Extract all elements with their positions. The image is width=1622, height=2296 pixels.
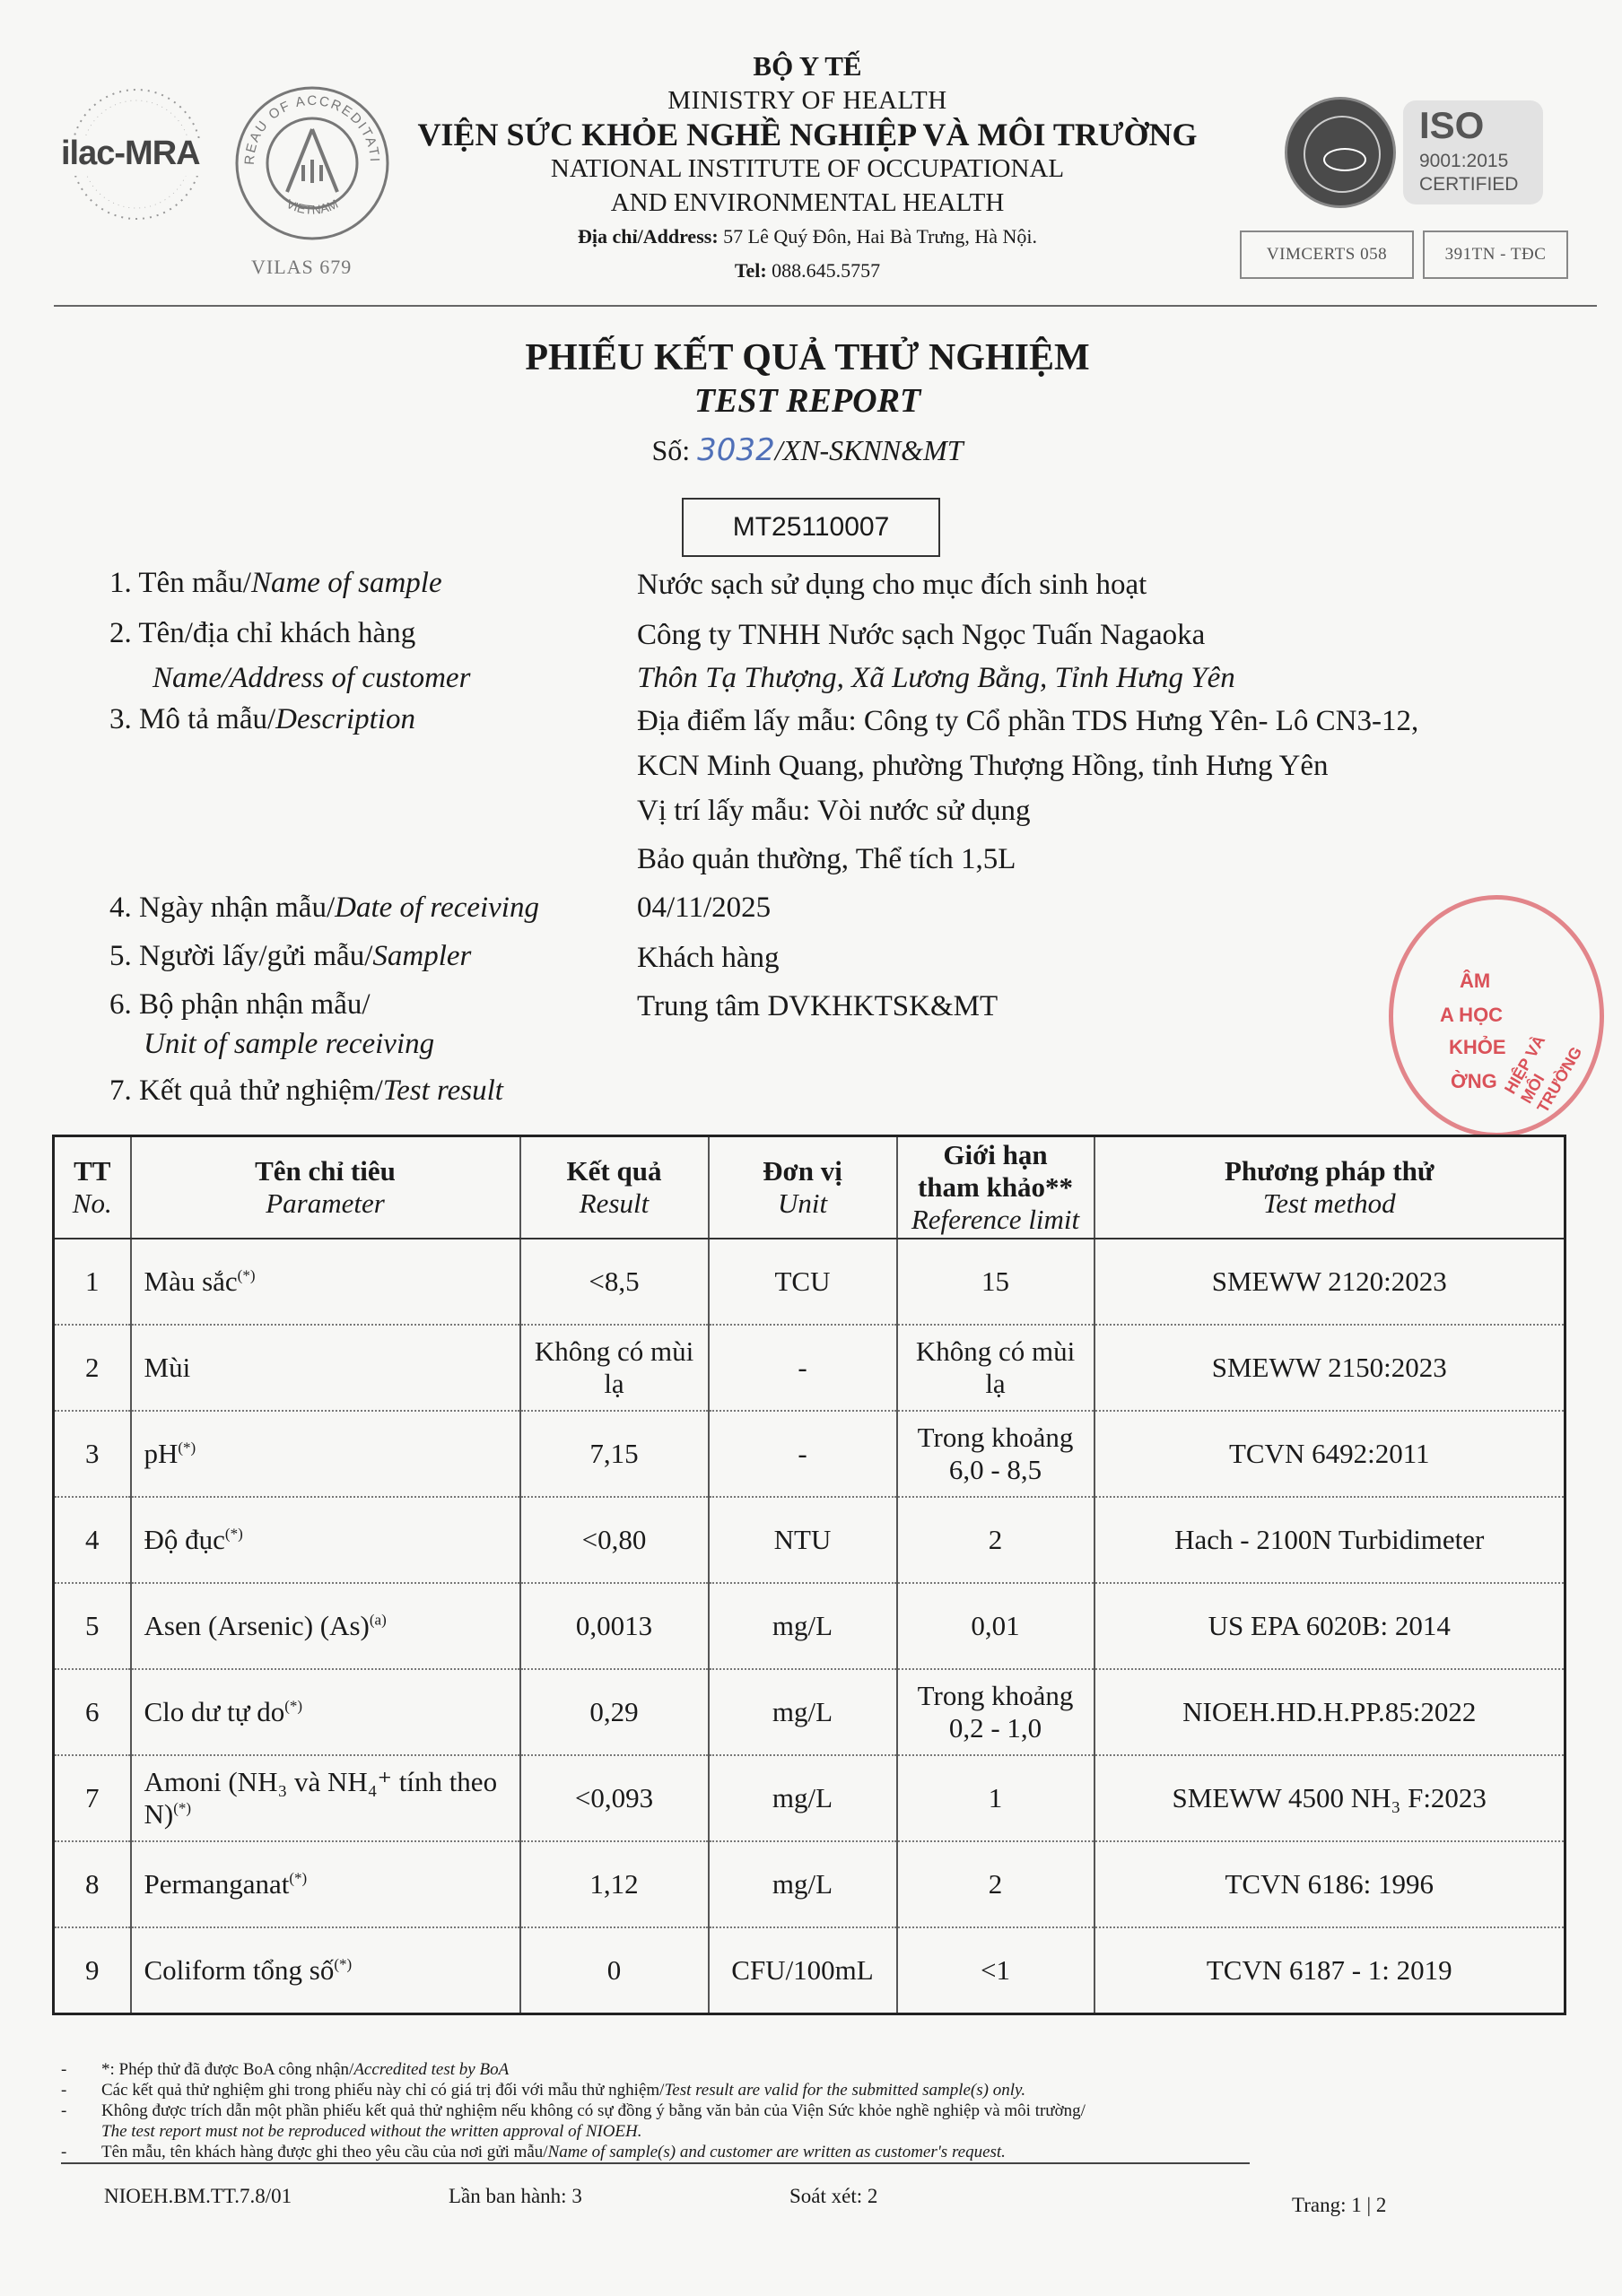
form-code: NIOEH.BM.TT.7.8/01 [104, 2185, 292, 2207]
info-3-value-2: KCN Minh Quang, phường Thượng Hồng, tỉnh Hưng Yên [637, 750, 1329, 782]
accreditation-marker: (a) [369, 1611, 387, 1629]
address-line: Địa chỉ/Address: 57 Lê Quý Đôn, Hai Bà Trưng, Hà Nội. [577, 225, 1038, 248]
accreditation-marker: (*) [284, 1697, 303, 1715]
table-row [54, 1927, 1565, 2013]
cell-result: 0,0013 [520, 1583, 709, 1669]
cell-no: 1 [54, 1239, 131, 1325]
cell-parameter: Màu sắc(*) [131, 1239, 520, 1325]
cell-unit: mg/L [709, 1841, 897, 1927]
tel-line: Tel: 088.645.5757 [734, 259, 881, 282]
cell-result: Không có mùi lạ [520, 1325, 709, 1411]
accreditation-marker: (*) [237, 1266, 256, 1284]
header-divider [54, 305, 1597, 307]
cell-test-method: TCVN 6186: 1996 [1094, 1841, 1565, 1927]
boa-country-text: VIETNAM [283, 196, 341, 217]
cell-parameter: Asen (Arsenic) $(As)^{(a)}$ [131, 1583, 520, 1669]
cell-test-method: NIOEH.HD.H.PP.85:2022 [1094, 1669, 1565, 1755]
table-row [54, 1325, 1565, 1411]
cell-reference-limit: 0,01 [897, 1583, 1094, 1669]
cell-reference-limit: 1 [897, 1755, 1094, 1841]
footnote-2: - Các kết quả thử nghiệm ghi trong phiếu này chỉ có giá trị đối với mẫu thử nghiệm/Test result are valid for the submitted sample(s) only. [61, 2081, 1026, 2100]
info-4-label: 4. Ngày nhận mẫu/Date of receiving [109, 891, 539, 924]
table-row [54, 1239, 1565, 1325]
cell-unit: mg/L [709, 1583, 897, 1669]
iso-logo [1285, 97, 1549, 213]
info-3-value-3: Vị trí lấy mẫu: Vòi nước sử dụng [637, 795, 1031, 827]
iso-certified: CERTIFIED [1419, 174, 1519, 195]
institute-red-stamp: ÂM A HỌC KHỎE ỜNG HIỆP VÀ MÔI TRƯỜNG [1389, 895, 1604, 1137]
cell-test-method: TCVN 6187 - 1: 2019 [1094, 1927, 1565, 2013]
ilac-mra-logo [56, 83, 217, 239]
iso-title: ISO [1419, 104, 1485, 146]
issue-number: Lần ban hành: 3 [449, 2185, 582, 2207]
header-no: TT No. [54, 1136, 131, 1239]
footnote-4: - Tên mẫu, tên khách hàng được ghi theo yêu cầu của nơi gửi mẫu/Name of sample(s) and customer are written as customer's request. [61, 2142, 1250, 2164]
boa-ring-text: REAU OF ACCREDITATI [241, 92, 383, 166]
institute-vi: VIỆN SỨC KHỎE NGHỀ NGHIỆP VÀ MÔI TRƯỜNG [417, 117, 1198, 152]
info-6-label-en: Unit of sample receiving [144, 1028, 435, 1060]
ministry-en: MINISTRY OF HEALTH [667, 86, 947, 115]
accreditation-marker: (*) [334, 1955, 353, 1973]
vimcerts-badge: VIMCERTS 058 [1240, 230, 1414, 279]
header-test-method: Phương pháp thử Test method [1094, 1136, 1565, 1239]
info-1-value: Nước sạch sử dụng cho mục đích sinh hoạt [637, 569, 1147, 601]
cell-no: 9 [54, 1927, 131, 2013]
table-row [54, 1669, 1565, 1755]
info-6-label: 6. Bộ phận nhận mẫu/ [109, 988, 371, 1021]
cell-result: 1,12 [520, 1841, 709, 1927]
vilas-label: VILAS 679 [251, 256, 353, 278]
cell-result: 7,15 [520, 1411, 709, 1497]
cell-parameter: Amoni (NH₃ và NH₄⁺ tính theo N)(*) [131, 1755, 520, 1841]
cell-test-method: TCVN 6492:2011 [1094, 1411, 1565, 1497]
institute-en-2: AND ENVIRONMENTAL HEALTH [610, 188, 1005, 217]
accreditation-marker: (*) [178, 1439, 196, 1457]
table-row [54, 1411, 1565, 1497]
cell-test-method: SMEWW 2150:2023 [1094, 1325, 1565, 1411]
info-2-value-1: Công ty TNHH Nước sạch Ngọc Tuấn Nagaoka [637, 619, 1206, 651]
cell-no: 2 [54, 1325, 131, 1411]
info-1-label: 1. Tên mẫu/Name of sample [109, 567, 442, 599]
handwritten-number: 3032 [697, 432, 775, 468]
cell-no: 5 [54, 1583, 131, 1669]
cell-result: <0,093 [520, 1755, 709, 1841]
info-6-value: Trung tâm DVKHKTSK&MT [637, 990, 998, 1022]
header-result: Kết quả Result [520, 1136, 709, 1239]
svg-text:VIETNAM [284, 196, 340, 217]
cell-test-method: SMEWW 2120:2023 [1094, 1239, 1565, 1325]
cell-reference-limit: <1 [897, 1927, 1094, 2013]
cell-unit: mg/L [709, 1669, 897, 1755]
accreditation-marker: (*) [289, 1869, 308, 1887]
cell-unit: - [709, 1411, 897, 1497]
table-row [54, 1583, 1565, 1669]
cell-unit: - [709, 1325, 897, 1411]
cell-parameter: Permanganat(*) [131, 1841, 520, 1927]
cell-result: <8,5 [520, 1239, 709, 1325]
cell-result: <0,80 [520, 1497, 709, 1583]
table-header-row [54, 1136, 1565, 1239]
accreditation-marker: (*) [173, 1799, 192, 1817]
cell-reference-limit: Trong khoảng 6,0 - 8,5 [897, 1411, 1094, 1497]
review-number: Soát xét: 2 [789, 2185, 878, 2207]
cell-parameter: pH(*) [131, 1411, 520, 1497]
header-parameter: Tên chỉ tiêu Parameter [131, 1136, 520, 1239]
info-3-label: 3. Mô tả mẫu/Description [109, 703, 415, 735]
table-row [54, 1497, 1565, 1583]
cell-reference-limit: 2 [897, 1841, 1094, 1927]
cell-parameter: Clo dư tự do(*) [131, 1669, 520, 1755]
report-title-en: TEST REPORT [693, 382, 921, 420]
tn-tdc-badge: 391TN - TĐC [1423, 230, 1568, 279]
cell-unit: CFU/100mL [709, 1927, 897, 2013]
cell-test-method: US EPA 6020B: 2014 [1094, 1583, 1565, 1669]
iso-standard: 9001:2015 [1419, 151, 1509, 171]
cell-parameter: Mùi [131, 1325, 520, 1411]
ilac-text: ilac-MRA [61, 135, 200, 172]
report-title-vi: PHIẾU KẾT QUẢ THỬ NGHIỆM [525, 337, 1090, 378]
page-number: Trang: 1 | 2 [1292, 2194, 1387, 2216]
cell-result: 0 [520, 1927, 709, 2013]
sample-code-box: MT25110007 [682, 498, 940, 557]
info-5-label: 5. Người lấy/gửi mẫu/Sampler [109, 940, 472, 972]
cell-unit: mg/L [709, 1755, 897, 1841]
results-table [52, 1135, 1566, 2015]
header-unit: Đơn vị Unit [709, 1136, 897, 1239]
cell-no: 7 [54, 1755, 131, 1841]
footnote-1: - *: Phép thử đã được BoA công nhận/Accredited test by BoA [61, 2060, 510, 2079]
cell-result: 0,29 [520, 1669, 709, 1755]
header-reference-limit: Giới hạn tham khảo** Reference limit [897, 1136, 1094, 1239]
accreditation-marker: (*) [224, 1525, 243, 1543]
cell-no: 3 [54, 1411, 131, 1497]
ministry-vi: BỘ Y TẾ [753, 50, 862, 82]
cell-reference-limit: Không có mùi lạ [897, 1325, 1094, 1411]
info-7-label: 7. Kết quả thử nghiệm/Test result [109, 1074, 503, 1107]
info-5-value: Khách hàng [637, 942, 780, 974]
institute-en-1: NATIONAL INSTITUTE OF OCCUPATIONAL [550, 154, 1065, 183]
info-3-value-4: Bảo quản thường, Thể tích 1,5L [637, 843, 1016, 875]
info-2-value-2: Thôn Tạ Thượng, Xã Lương Bằng, Tỉnh Hưng Yên [637, 662, 1235, 694]
cell-unit: NTU [709, 1497, 897, 1583]
cell-no: 6 [54, 1669, 131, 1755]
report-number: Số: 3032/XN-SKNN&MT [651, 432, 964, 468]
footnotes [61, 2059, 1586, 2164]
cell-parameter: Coliform tổng số(*) [131, 1927, 520, 2013]
cell-parameter: Độ đục(*) [131, 1497, 520, 1583]
cell-test-method: Hach - 2100N Turbidimeter [1094, 1497, 1565, 1583]
info-2-label: 2. Tên/địa chỉ khách hàng [109, 617, 416, 649]
cell-unit: TCU [709, 1239, 897, 1325]
cell-test-method: SMEWW 4500 NH₃ F:2023 [1094, 1755, 1565, 1841]
cell-reference-limit: 15 [897, 1239, 1094, 1325]
cell-no: 8 [54, 1841, 131, 1927]
cell-no: 4 [54, 1497, 131, 1583]
cell-reference-limit: Trong khoảng 0,2 - 1,0 [897, 1669, 1094, 1755]
info-4-value: 04/11/2025 [637, 891, 772, 924]
info-3-value-1: Địa điểm lấy mẫu: Công ty Cổ phần TDS Hưng Yên- Lô CN3-12, [637, 705, 1419, 737]
info-2-label-en: Name/Address of customer [153, 662, 471, 694]
footnote-3: - Không được trích dẫn một phần phiếu kết quả thử nghiệm nếu không có sự đồng ý bằng văn bản của Viện Sức khỏe nghề nghiệp và môi trường/ The test report must not be reproduced without the written approval of NIOEH. [61, 2101, 1086, 2141]
table-row [54, 1755, 1565, 1841]
table-row [54, 1841, 1565, 1927]
cell-reference-limit: 2 [897, 1497, 1094, 1583]
